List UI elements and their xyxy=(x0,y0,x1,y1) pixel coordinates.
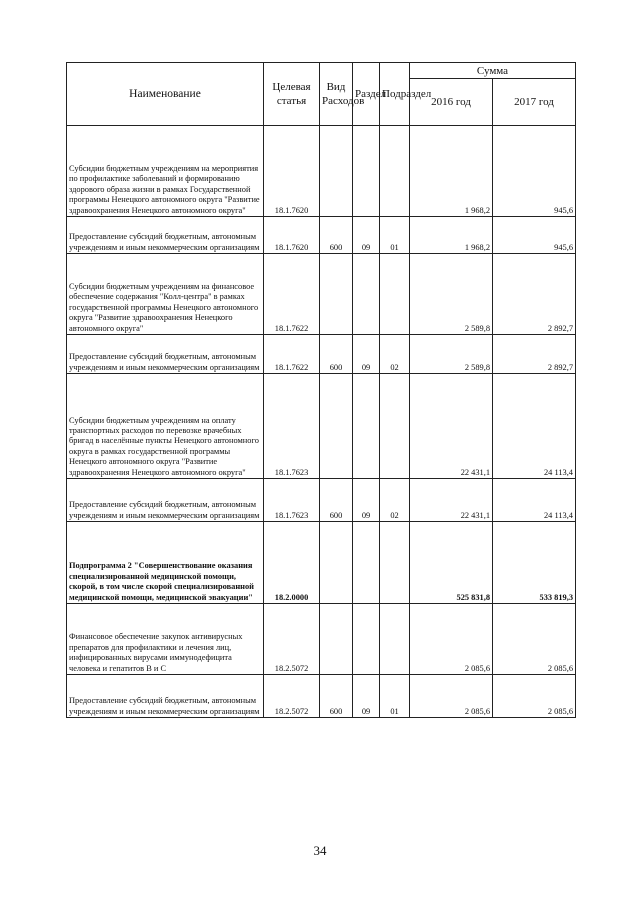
row-target-article: 18.1.7622 xyxy=(264,335,320,374)
row-section xyxy=(353,254,380,335)
row-name: Предоставление субсидий бюджетным, автономным учреждениям и иным некоммерческим организациям xyxy=(67,675,264,718)
row-sum-2016: 22 431,1 xyxy=(410,374,493,479)
row-sum-2017: 2 892,7 xyxy=(493,254,576,335)
row-subsection xyxy=(380,374,410,479)
table-row xyxy=(67,254,576,335)
row-name: Финансовое обеспечение закупок антивирусных препаратов для профилактики и лечения лиц, инфицированных вирусами иммунодефицита человека и гепатитов В и С xyxy=(67,604,264,675)
row-sum-2016: 1 968,2 xyxy=(410,126,493,217)
row-name: Предоставление субсидий бюджетным, автономным учреждениям и иным некоммерческим организациям xyxy=(67,479,264,522)
row-section xyxy=(353,374,380,479)
row-section: 09 xyxy=(353,217,380,254)
row-expense-type xyxy=(320,126,353,217)
table-row xyxy=(67,604,576,675)
row-sum-2016: 22 431,1 xyxy=(410,479,493,522)
row-section: 09 xyxy=(353,335,380,374)
row-section xyxy=(353,522,380,604)
row-subsection: 02 xyxy=(380,335,410,374)
row-section: 09 xyxy=(353,675,380,718)
row-target-article: 18.1.7622 xyxy=(264,254,320,335)
row-section xyxy=(353,126,380,217)
row-expense-type: 600 xyxy=(320,675,353,718)
row-target-article: 18.1.7620 xyxy=(264,126,320,217)
row-target-article: 18.1.7623 xyxy=(264,479,320,522)
row-name: Подпрограмма 2 "Совершенствование оказания специализированной медицинской помощи, скорой, в том числе скорой специализированной медицинской помощи, медицинской эвакуации" xyxy=(67,522,264,604)
row-subsection xyxy=(380,126,410,217)
row-subsection xyxy=(380,522,410,604)
budget-table-container xyxy=(66,62,576,718)
row-expense-type xyxy=(320,374,353,479)
row-sum-2017: 533 819,3 xyxy=(493,522,576,604)
row-name: Предоставление субсидий бюджетным, автономным учреждениям и иным некоммерческим организациям xyxy=(67,335,264,374)
row-sum-2017: 2 892,7 xyxy=(493,335,576,374)
row-expense-type xyxy=(320,254,353,335)
header-sum: Сумма xyxy=(410,63,576,79)
row-name: Субсидии бюджетным учреждениям на финансовое обеспечение содержания "Колл-центра" в рамках государственной программы Ненецкого автономного округа "Развитие здравоохранения Ненецкого автономного округа" xyxy=(67,254,264,335)
row-target-article: 18.2.5072 xyxy=(264,675,320,718)
row-sum-2016: 2 589,8 xyxy=(410,254,493,335)
row-expense-type: 600 xyxy=(320,217,353,254)
row-expense-type: 600 xyxy=(320,335,353,374)
row-target-article: 18.1.7623 xyxy=(264,374,320,479)
row-target-article: 18.2.5072 xyxy=(264,604,320,675)
page-number: 34 xyxy=(313,843,327,858)
row-name: Субсидии бюджетным учреждениям на оплату транспортных расходов по перевозке врачебных бригад в населённые пункты Ненецкого автономного округа в рамках государственной программы Ненецкого автономного округа "Развитие здравоохранения Ненецкого автономного округа" xyxy=(67,374,264,479)
row-section xyxy=(353,604,380,675)
row-sum-2017: 945,6 xyxy=(493,126,576,217)
row-sum-2016: 2 589,8 xyxy=(410,335,493,374)
row-sum-2017: 24 113,4 xyxy=(493,479,576,522)
row-target-article: 18.1.7620 xyxy=(264,217,320,254)
table-row xyxy=(67,374,576,479)
row-subsection: 01 xyxy=(380,217,410,254)
row-subsection: 02 xyxy=(380,479,410,522)
row-sum-2016: 1 968,2 xyxy=(410,217,493,254)
row-sum-2017: 945,6 xyxy=(493,217,576,254)
table-row-subprogram xyxy=(67,522,576,604)
row-expense-type xyxy=(320,522,353,604)
table-row xyxy=(67,479,576,522)
row-sum-2016: 2 085,6 xyxy=(410,604,493,675)
row-sum-2017: 2 085,6 xyxy=(493,675,576,718)
header-section: Раздел xyxy=(353,63,380,126)
row-subsection xyxy=(380,604,410,675)
header-subsection: Подраздел xyxy=(380,63,410,126)
header-name: Наименование xyxy=(67,63,264,126)
row-sum-2016: 2 085,6 xyxy=(410,675,493,718)
table-row xyxy=(67,335,576,374)
header-expense-type: Вид Расходов xyxy=(320,63,353,126)
row-sum-2017: 2 085,6 xyxy=(493,604,576,675)
row-subsection xyxy=(380,254,410,335)
table-row xyxy=(67,126,576,217)
row-subsection: 01 xyxy=(380,675,410,718)
table-row xyxy=(67,217,576,254)
row-name: Субсидии бюджетным учреждениям на мероприятия по профилактике заболеваний и формированию здорового образа жизни в рамках Государственной программы Ненецкого автономного округа "Развитие здравоохранения Ненецкого автономного округа" xyxy=(67,126,264,217)
row-name: Предоставление субсидий бюджетным, автономным учреждениям и иным некоммерческим организациям xyxy=(67,217,264,254)
row-expense-type xyxy=(320,604,353,675)
table-row xyxy=(67,675,576,718)
row-expense-type: 600 xyxy=(320,479,353,522)
header-target-article: Целевая статья xyxy=(264,63,320,126)
row-sum-2017: 24 113,4 xyxy=(493,374,576,479)
header-year-2016: 2016 год xyxy=(410,79,493,126)
row-sum-2016: 525 831,8 xyxy=(410,522,493,604)
budget-table xyxy=(66,62,576,718)
row-target-article: 18.2.0000 xyxy=(264,522,320,604)
row-section: 09 xyxy=(353,479,380,522)
header-year-2017: 2017 год xyxy=(493,79,576,126)
